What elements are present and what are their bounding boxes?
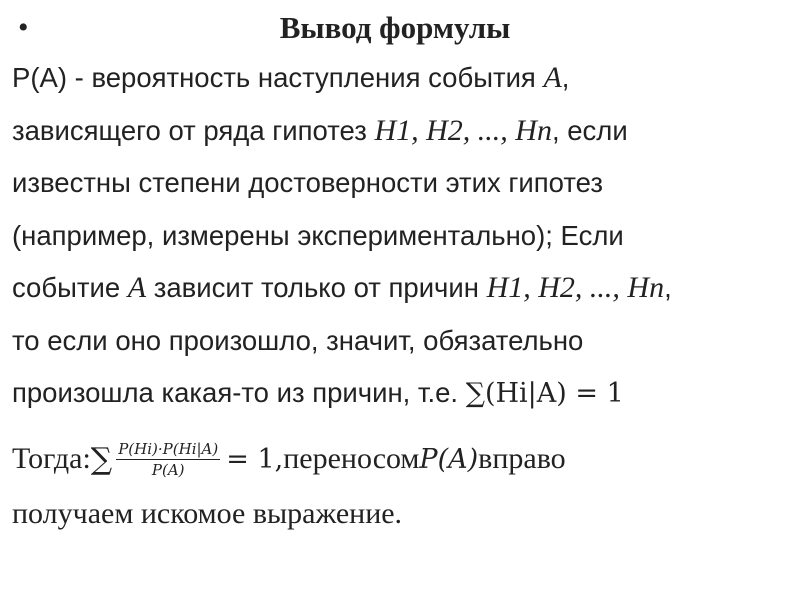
line-7-text: произошла какая-то из причин, т.е. bbox=[12, 377, 466, 408]
fraction bbox=[116, 439, 220, 480]
title-row bbox=[0, 6, 800, 50]
line-5-mid: зависит только от причин bbox=[146, 272, 487, 303]
bullet-glyph: • bbox=[18, 11, 29, 44]
line-2-end: , если bbox=[551, 114, 628, 146]
line-5 bbox=[12, 262, 792, 315]
pa-term: P(A) bbox=[419, 443, 479, 475]
line-1-end: , bbox=[561, 62, 570, 93]
body-paragraph bbox=[12, 52, 792, 420]
line-4: (например, измерены экспериментально); Если bbox=[12, 219, 624, 251]
line-7 bbox=[12, 367, 792, 420]
togda-text-mid: переносом bbox=[283, 442, 420, 475]
slide-title: Вывод формулы bbox=[279, 10, 511, 45]
sum-formula: ∑(Hi|A) = 1 bbox=[465, 378, 624, 409]
line-1 bbox=[12, 52, 792, 105]
line-2 bbox=[12, 105, 792, 158]
togda-text-end: вправо bbox=[478, 442, 566, 475]
togda-label: Тогда: bbox=[12, 442, 91, 475]
event-variable: А bbox=[127, 271, 147, 304]
line-5-end: , bbox=[664, 272, 672, 303]
conclusion-line: получаем искомое выражение. bbox=[12, 497, 403, 530]
line-2-text: зависящего от ряда гипотез bbox=[12, 114, 375, 146]
hypotheses-list: H1, H2, ..., Hn bbox=[374, 113, 552, 147]
hypotheses-list: H1, H2, ..., Hn bbox=[486, 271, 665, 304]
event-variable: А bbox=[543, 61, 562, 94]
fraction-numerator: P(Hi)·P(Hi|A) bbox=[118, 439, 219, 458]
togda-formula-row bbox=[12, 418, 792, 500]
sum-symbol: ∑ bbox=[90, 441, 113, 477]
line-6: то если оно произошло, значит, обязательно bbox=[12, 324, 584, 356]
line-3: известны степени достоверности этих гипотез bbox=[12, 167, 603, 198]
line-1-text: Р(А) - вероятность наступления события bbox=[12, 62, 544, 93]
equals-one: = 1, bbox=[226, 443, 284, 475]
line-5-text: событие bbox=[12, 272, 128, 303]
fraction-denominator: P(A) bbox=[151, 460, 185, 479]
